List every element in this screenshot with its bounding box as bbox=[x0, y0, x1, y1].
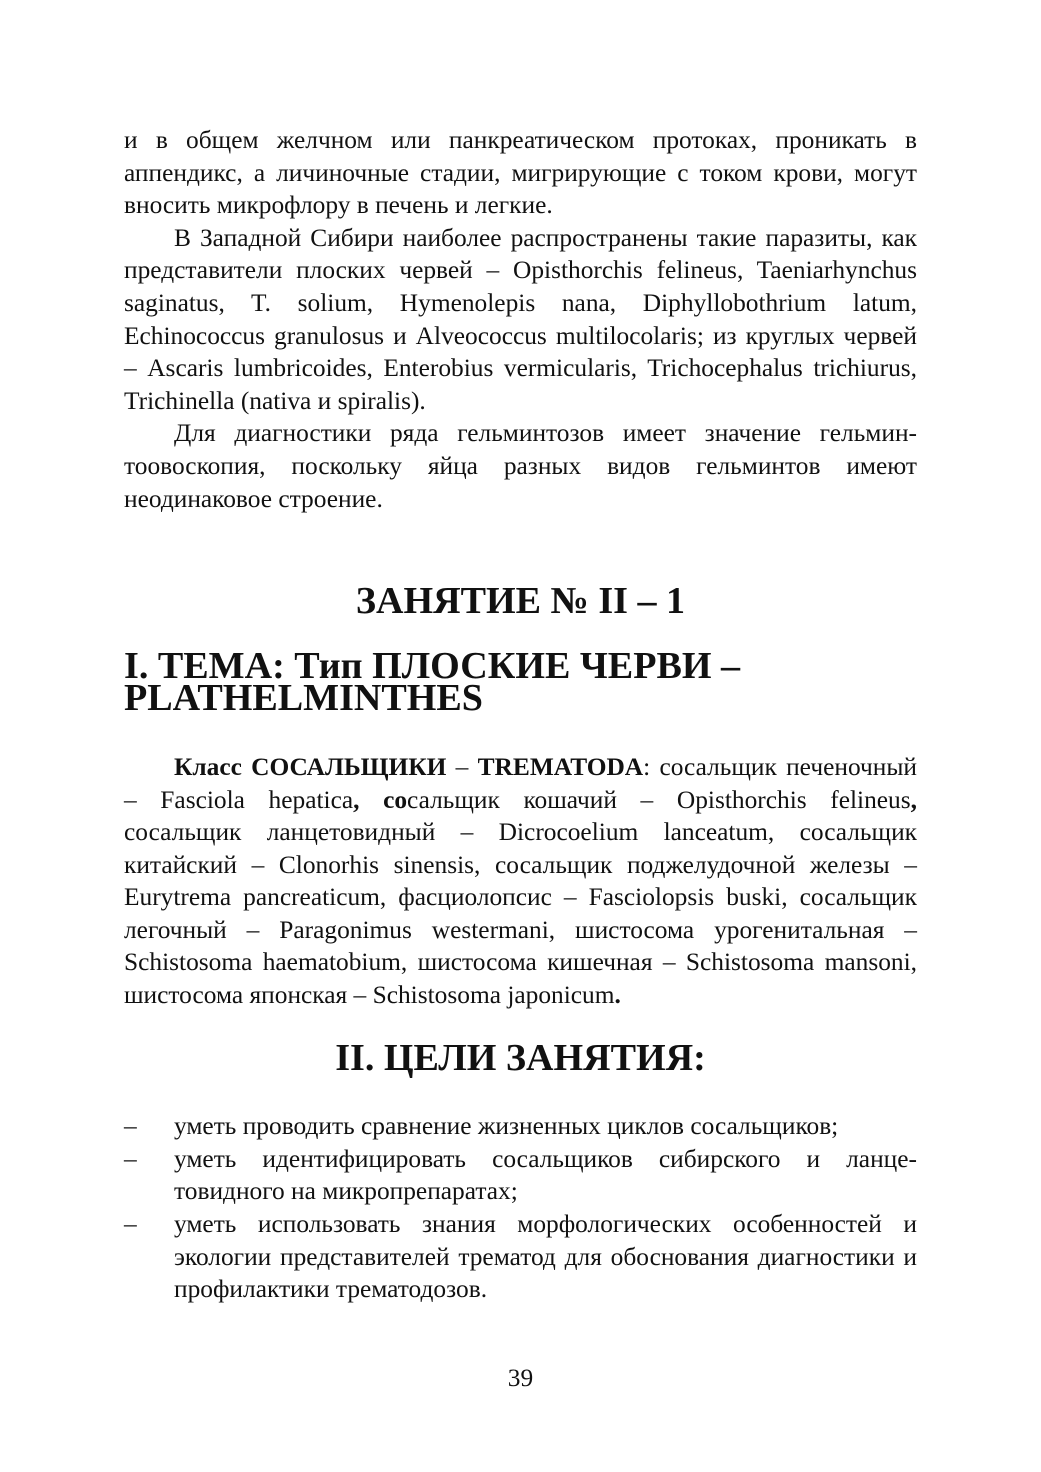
goal-text: уметь проводить сравнение жизненных циклов сосальщиков; bbox=[174, 1112, 839, 1141]
lesson-title: ЗАНЯТИЕ № II – 1 bbox=[355, 580, 686, 623]
spacer bbox=[124, 515, 917, 585]
west-siberia-paragraph: В Западной Сибири наиболее распространены такие паразиты, как представители плоских червей – Opisthorchis felineus, Taeniarhynchus saginatus, T. solium, Hymenolepis nana, Diphyllobothrium latum, Echinococcus granulosus и Alveococcus multilocolaris; из круглых червей – Ascaris lumbricoides, Enterobius vermicularis, Trichocephalus trichiurus, Trichinella (nativa и spiralis). bbox=[124, 223, 917, 415]
document-page bbox=[124, 124, 917, 1306]
intro-end-paragraph: и в общем желчном или панкреатическом протоках, проникать в аппендикс, а личиночные стадии, мигрирующие с током крови, могут вносить микрофлору в печень и легкие. bbox=[124, 126, 917, 220]
spacer bbox=[124, 715, 917, 751]
list-marker: – bbox=[124, 1210, 137, 1239]
spacer bbox=[124, 1074, 917, 1110]
diagnostics-paragraph: Для диагностики ряда гельминтозов имеет значение гельминтоовоскопия, поскольку яйца разных видов гельминтов имеют неодинаковое строение. bbox=[124, 419, 917, 513]
class-species-2-bold: со bbox=[359, 785, 408, 814]
list-marker: – bbox=[124, 1112, 137, 1141]
goal-text: уметь идентифицировать сосальщиков сибирского и ланцетовидного на микропрепаратах; bbox=[174, 1144, 917, 1206]
class-species-1: : сосальщик печеночный – Fasciola hepatica bbox=[124, 752, 917, 814]
class-description-paragraph bbox=[124, 751, 917, 1012]
class-comma-2: , bbox=[910, 785, 917, 814]
list-marker: – bbox=[124, 1144, 137, 1173]
class-period: . bbox=[614, 981, 621, 1010]
class-dash: – bbox=[446, 752, 478, 781]
lesson-topic: I. ТЕМА: Тип ПЛОСКИЕ ЧЕРВИ – PLATHELMINTHES bbox=[124, 644, 741, 720]
list-item bbox=[124, 1110, 917, 1143]
goal-text: уметь использовать знания морфологических особенностей и экологии представителей трематод для обоснования диагностики и профилактики трематодозов. bbox=[174, 1210, 917, 1304]
class-label: Класс СОСАЛЬЩИКИ bbox=[174, 752, 447, 781]
goals-title: II. ЦЕЛИ ЗАНЯТИЯ: bbox=[335, 1036, 706, 1079]
class-species-rest: сосальщик ланцетовидный – Dicrocoelium lanceatum, сосальщик китайский – Clonorhis sinensis, сосальщик поджелудочной железы – Eurytrema pancreaticum, фасциолопсис – Fasciolopsis buski, сосальщик легочный – Paragonimus westermani, шистосома урогенитальная – Schistosoma haematobium, шистосома кишечная – Schistosoma mansoni, шистосома японская – Schistosoma japonicum bbox=[124, 818, 917, 1010]
list-item bbox=[124, 1143, 917, 1208]
list-item bbox=[124, 1208, 917, 1306]
class-comma-1: , bbox=[353, 785, 360, 814]
goals-list bbox=[124, 1110, 917, 1306]
page-number: 39 bbox=[507, 1364, 534, 1392]
class-latin-name: TREMATODA bbox=[477, 752, 644, 781]
class-species-2: сальщик кошачий – Opisthorchis felineus bbox=[407, 785, 911, 814]
